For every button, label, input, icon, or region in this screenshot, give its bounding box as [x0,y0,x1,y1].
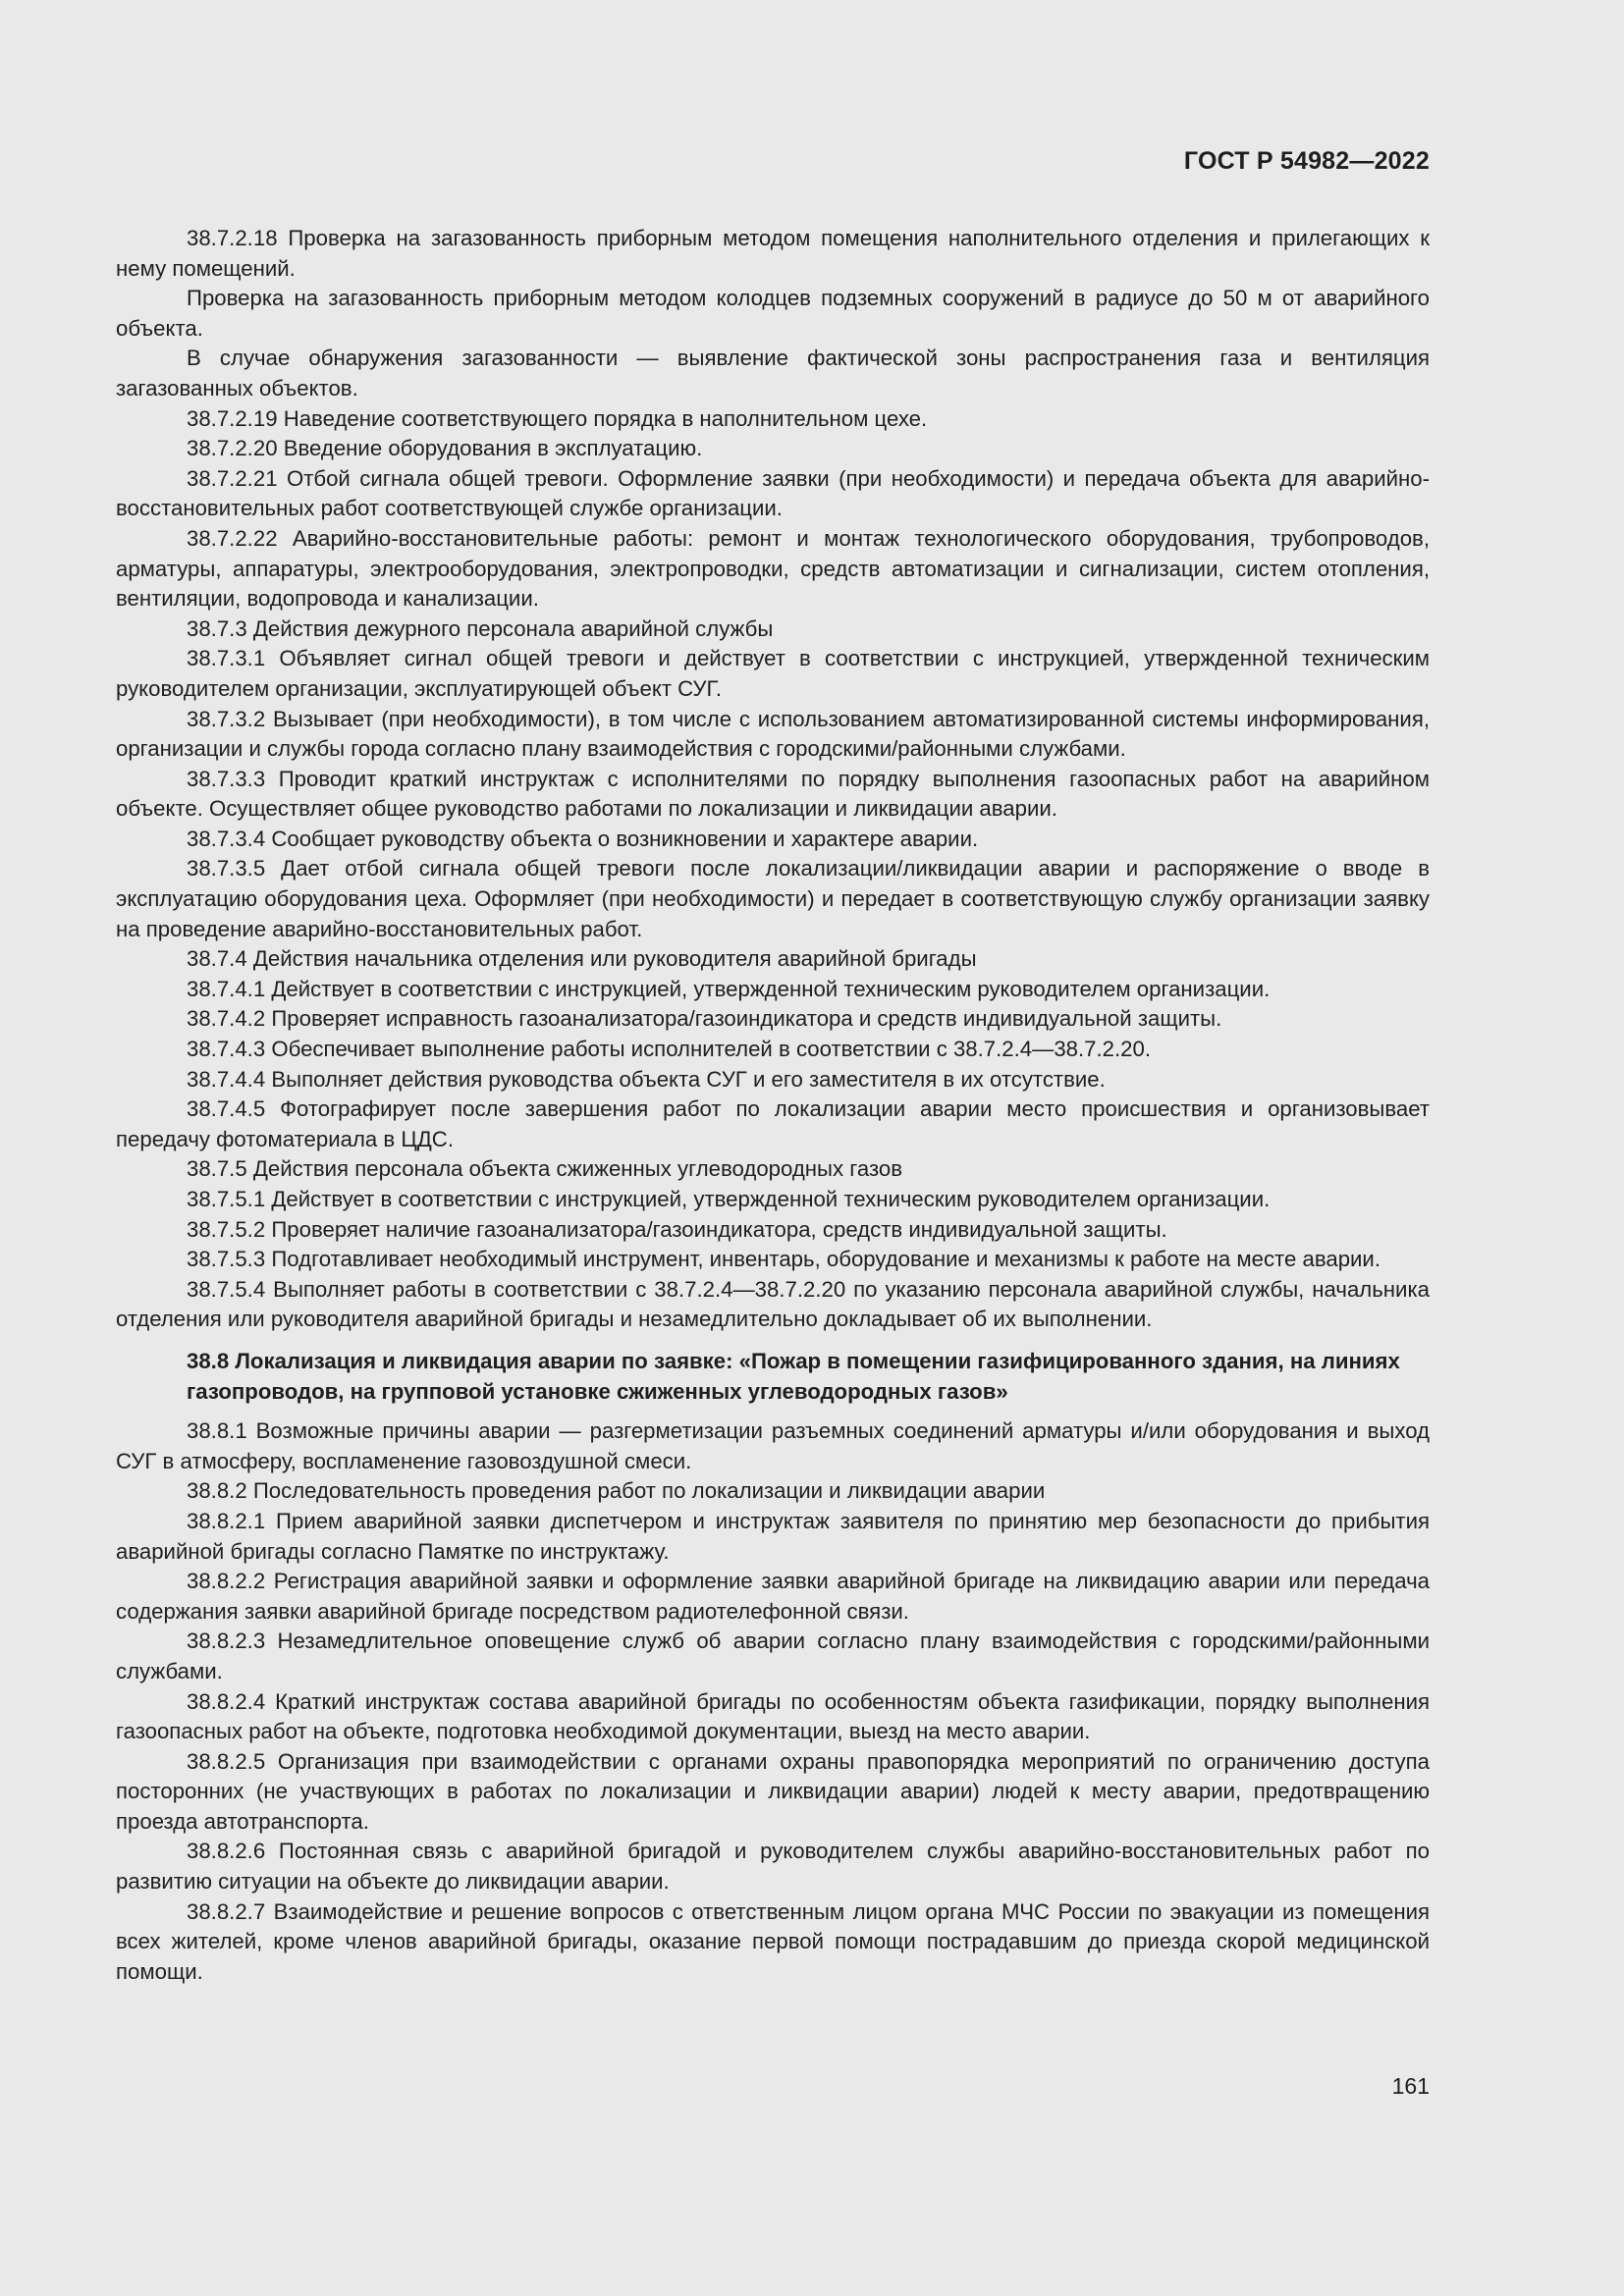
paragraph: 38.8.2.4 Краткий инструктаж состава аварийной бригады по особенностям объекта газификации, порядку выполнения газоопасных работ на объекте, подготовка необходимой документации, выезд на место аварии. [116,1688,1430,1744]
paragraph: 38.7.5.1 Действует в соответствии с инструкцией, утвержденной техническим руководителем организации. [187,1187,1271,1211]
paragraph: 38.7.4.3 Обеспечивает выполнение работы исполнителей в соответствии с 38.7.2.4—38.7.2.20. [187,1037,1152,1062]
paragraph: 38.8.2.7 Взаимодействие и решение вопросов с ответственным лицом органа МЧС России по эвакуации из помещения всех жителей, кроме членов аварийной бригады, оказание первой помощи пострадавшим до приезда скорой медицинской помощи. [116,1898,1430,1984]
document-code-header: ГОСТ Р 54982—2022 [1183,147,1430,175]
paragraph: 38.7.2.19 Наведение соответствующего порядка в наполнительном цехе. [187,405,928,431]
paragraphs-section-38-7 [116,224,1430,1335]
paragraph: 38.7.4.5 Фотографирует после завершения работ по локализации аварии место происшествия и организовывает передачу фотоматериала в ЦДС. [116,1096,1430,1151]
paragraph: 38.7.2.21 Отбой сигнала общей тревоги. Оформление заявки (при необходимости) и передача объекта для аварийно-восстановительных работ соответствующей службе организации. [116,465,1430,521]
paragraph: 38.8.1 Возможные причины аварии — разгерметизации разъемных соединений арматуры и/или оборудования и выход СУГ в атмосферу, воспламенение газовоздушной смеси. [116,1418,1430,1473]
paragraph: 38.7.3.5 Дает отбой сигнала общей тревоги после локализации/ликвидации аварии и распоряжение о вводе в эксплуатацию оборудования цеха. Оформляет (при необходимости) и передает в соответствующую службу организации заявку на проведение аварийно-восстановительных работ. [116,856,1430,941]
paragraph: 38.7.5.4 Выполняет работы в соответствии с 38.7.2.4—38.7.2.20 по указанию персонала аварийной службы, начальника отделения или руководителя аварийной бригады и незамедлительно докладывает об их выполнении. [116,1276,1430,1332]
paragraph: 38.7.2.22 Аварийно-восстановительные работы: ремонт и монтаж технологического оборудования, трубопроводов, арматуры, аппаратуры, электрооборудования, электропроводки, средств автоматизации и сигнализации, систем отопления, вентиляции, водопровода и канализации. [116,525,1430,612]
paragraph: 38.7.4 Действия начальника отделения или руководителя аварийной бригады [187,946,977,972]
paragraph: 38.7.2.18 Проверка на загазованность приборным методом помещения наполнительного отделения и прилегающих к нему помещений. [116,226,1430,281]
paragraph: 38.8.2.6 Постоянная связь с аварийной бригадой и руководителем службы аварийно-восстановительных работ по развитию ситуации на объекте до ликвидации аварии. [116,1839,1430,1895]
paragraph: 38.7.4.1 Действует в соответствии с инструкцией, утвержденной техническим руководителем организации. [187,976,1271,1001]
page-number: 161 [1391,2073,1430,2099]
paragraph: 38.7.3.1 Объявляет сигнал общей тревоги и действует в соответствии с инструкцией, утвержденной техническим руководителем организации, эксплуатирующей объект СУГ. [116,646,1430,701]
section-heading-38-8: 38.8 Локализация и ликвидация аварии по заявке: «Пожар в помещении газифицированного здания, на линиях газопроводов, на групповой установке сжиженных углеводородных газов» [187,1348,1400,1404]
paragraph: 38.8.2.3 Незамедлительное оповещение служб об аварии согласно плану взаимодействия с городскими/районными службами. [116,1629,1430,1683]
paragraph: В случае обнаружения загазованности — выявление фактической зоны распространения газа и вентиляция загазованных объектов. [116,346,1430,400]
paragraph: 38.7.5.3 Подготавливает необходимый инструмент, инвентарь, оборудование и механизмы к работе на месте аварии. [187,1247,1380,1272]
paragraph: 38.7.4.2 Проверяет исправность газоанализатора/газоиндикатора и средств индивидуальной защиты. [187,1006,1222,1032]
paragraph: 38.7.5 Действия персонала объекта сжиженных углеводородных газов [187,1156,903,1182]
paragraphs-section-38-8 [116,1416,1430,1987]
paragraph: 38.7.4.4 Выполняет действия руководства объекта СУГ и его заместителя в их отсутствие. [187,1066,1106,1092]
paragraph: 38.8.2.2 Регистрация аварийной заявки и оформление заявки аварийной бригаде на ликвидацию аварии или передача содержания заявки аварийной бригаде посредством радиотелефонной связи. [116,1569,1430,1624]
paragraph: 38.7.3.2 Вызывает (при необходимости), в том числе с использованием автоматизированной системы информирования, организации и службы города согласно плану взаимодействия с городскими/районными службами. [116,706,1430,762]
paragraph: 38.8.2 Последовательность проведения работ по локализации и ликвидации аварии [187,1478,1046,1504]
paragraph: 38.7.2.20 Введение оборудования в эксплуатацию. [187,436,703,461]
paragraph: 38.7.3 Действия дежурного персонала аварийной службы [187,615,774,641]
paragraph: 38.7.3.4 Сообщает руководству объекта о возникновении и характере аварии. [187,826,979,851]
paragraph: 38.7.3.3 Проводит краткий инструктаж с исполнителями по порядку выполнения газоопасных работ на аварийном объекте. Осуществляет общее руководство работами по локализации и ликвидации аварии. [116,766,1430,822]
paragraph: 38.8.2.1 Прием аварийной заявки диспетчером и инструктаж заявителя по принятию мер безопасности до прибытия аварийной бригады согласно Памятке по инструктажу. [116,1508,1430,1564]
paragraph: 38.7.5.2 Проверяет наличие газоанализатора/газоиндикатора, средств индивидуальной защиты. [187,1216,1167,1242]
paragraph: Проверка на загазованность приборным методом колодцев подземных сооружений в радиусе до 50 м от аварийного объекта. [116,286,1430,341]
document-body [116,224,1430,1987]
paragraph: 38.8.2.5 Организация при взаимодействии с органами охраны правопорядка мероприятий по ограничению доступа посторонних (не участвующих в работах по локализации и ликвидации аварии) людей к месту аварии, предотвращению проезда автотранспорта. [116,1748,1430,1834]
